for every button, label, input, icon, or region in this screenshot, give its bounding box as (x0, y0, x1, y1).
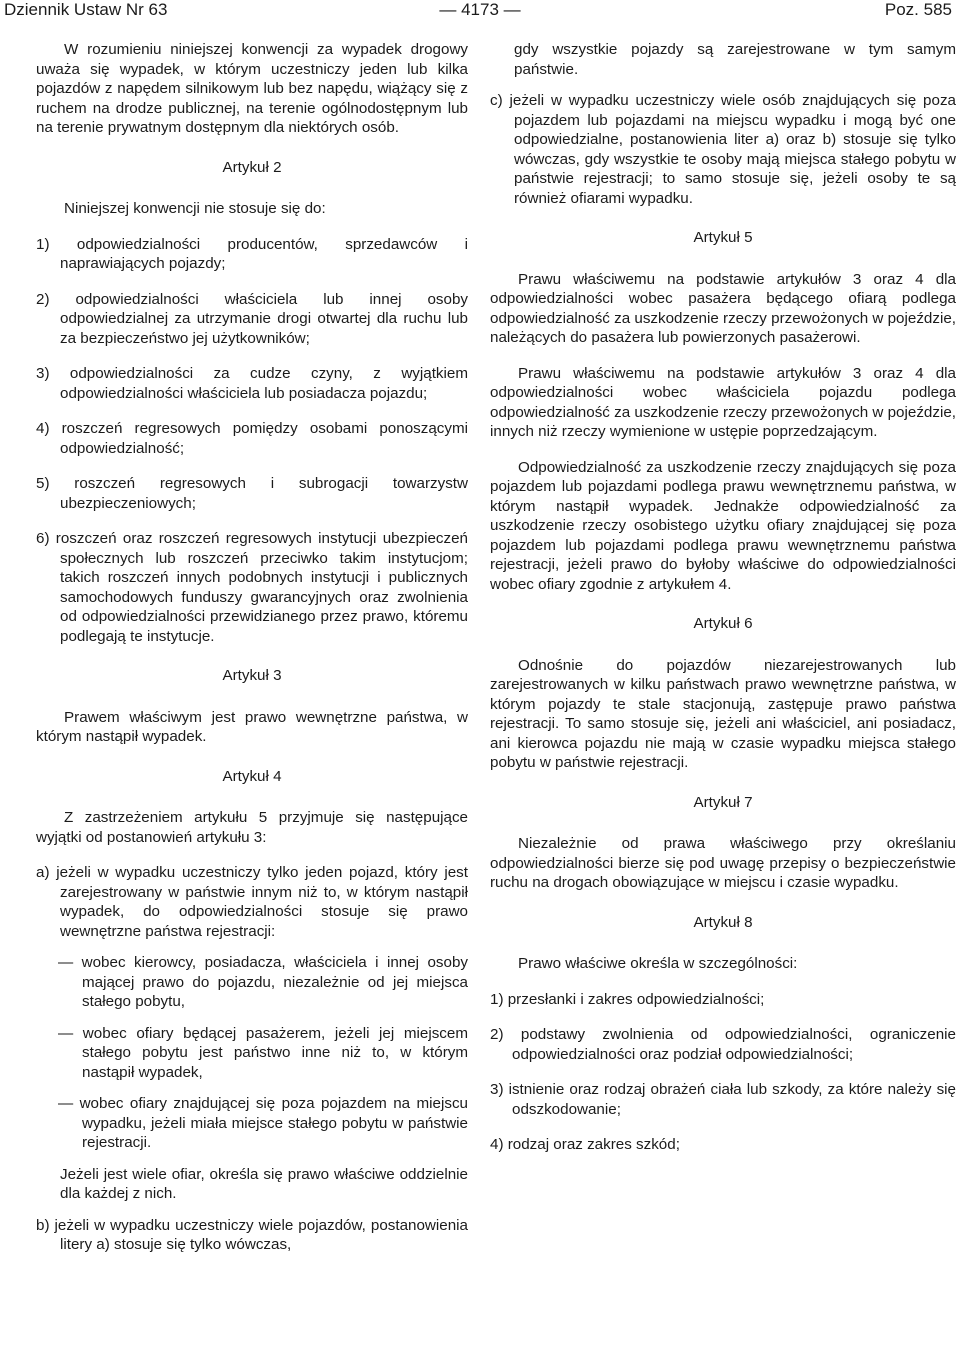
page-number: — 4173 — (439, 0, 521, 19)
list-item: 1) przesłanki i zakres odpowiedzialności; (490, 990, 765, 1008)
list-item: 4) rodzaj oraz zakres szkód; (490, 1136, 680, 1153)
position-number: Poz. 585 (884, 0, 952, 19)
article-3-text: Prawem właściwym jest prawo wewnętrzne państwa, w którym nastąpił wypadek. (36, 708, 468, 745)
list-item: 4) roszczeń regresowych pomiędzy osobami ponoszącymi odpowiedzialność; (36, 420, 468, 457)
intro-paragraph: W rozumieniu niniejszej konwencji za wypadek drogowy uważa się wypadek, w którym uczestniczy jeden lub kilka pojazdów z napędem silnikowym lub bez napędu, wiążący się z ruchem na drodze publicznej, na terenie ogólnodostępnym lub na terenie prywatnym dostępnym dla niektórych osób. (36, 41, 468, 136)
article-4-intro: Z zastrzeżeniem artykułu 5 przyjmuje się następujące wyjątki od postanowień artykułu 3: (36, 809, 468, 846)
page-header (0, 0, 960, 28)
article-5-heading: Artykuł 5 (693, 229, 753, 246)
article-4-point-a-tail: Jeżeli jest wiele ofiar, określa się prawo właściwe oddzielnie dla każdej z nich. (60, 1165, 468, 1202)
right-column (490, 40, 956, 1167)
list-item: 2) podstawy zwolnienia od odpowiedzialności, ograniczenie odpowiedzialności oraz podział odpowiedzialności; (490, 1026, 956, 1063)
article-7-text: Niezależnie od prawa właściwego przy określaniu odpowiedzialności bierze się pod uwagę przepisy o bezpieczeństwie ruchu na drogach obowiązujące w miejscu i czasie wypadku. (490, 835, 956, 891)
article-2-heading: Artykuł 2 (222, 158, 282, 176)
article-2-intro: Niniejszej konwencji nie stosuje się do: (64, 200, 326, 217)
list-item: 2) odpowiedzialności właściciela lub innej osoby odpowiedzialnej za utrzymanie drogi otwartej dla ruchu lub za bezpieczeństwo jej użytkowników; (36, 290, 468, 347)
article-4-point-b: b) jeżeli w wypadku uczestniczy wiele pojazdów, postanowienia litery a) stosuje się tylko wówczas, (36, 1216, 468, 1253)
left-column (36, 40, 468, 1267)
article-8-heading: Artykuł 8 (693, 913, 753, 931)
article-8-intro: Prawo właściwe określa w szczególności: (518, 955, 798, 972)
list-item: 6) roszczeń oraz roszczeń regresowych instytucji ubezpieczeń społecznych lub roszczeń przeciwko takim instytucjom; takich roszczeń innych podobnych instytucji i publicznych samochodowych funduszy gwarancyjnych oraz zwolnienia od odpowiedzialności przewidzianego przez prawo, któremu podlegają te instytucje. (36, 530, 468, 645)
article-5-paragraph-3: Odpowiedzialność za uszkodzenie rzeczy znajdujących się poza pojazdem lub pojazdami podlega prawu wewnętrznemu państwa, w którym nastąpił wypadek. Jednakże odpowiedzialność za uszkodzenie rzeczy osobistego użytku ofiary znajdującej się poza pojazdem lub pojazdami podlega prawu wewnętrznemu państwa rejestracji, jeżeli prawo do byłoby właściwe do odpowiedzialności wobec ofiary zgodnie z artykułem 4. (490, 458, 956, 593)
article-5-paragraph-1: Prawu właściwemu na podstawie artykułów 3 oraz 4 dla odpowiedzialności wobec pasażera będącego ofiarą podlega odpowiedzialność za uszkodzenie rzeczy przewożonych w pojeździe, należących do pasażera lub powierzonych pasażerowi. (490, 270, 956, 346)
article-4-point-a: a) jeżeli w wypadku uczestniczy tylko jeden pojazd, który jest zarejestrowany w państwie innym niż to, w którym nastąpił wypadek, do odpowiedzialności stosuje się prawo wewnętrzne państwa rejestracji: (36, 864, 468, 940)
list-item: 1) odpowiedzialności producentów, sprzedawców i naprawiających pojazdy; (36, 235, 468, 272)
article-6-text: Odnośnie do pojazdów niezarejestrowanych lub zarejestrowanych w kilku państwach prawo wewnętrzne państwa, w którym pojazdy te stale stacjonują, zastępuje prawo państwa rejestracji. To samo stosuje się, jeżeli ani właściciel, ani posiadacz, ani kierowca pojazdu nie mają w czasie wypadku miejsca stałego pobytu w państwie rejestracji. (490, 656, 956, 771)
article-3-heading: Artykuł 3 (222, 667, 282, 684)
list-item: 3) odpowiedzialności za cudze czyny, z wyjątkiem odpowiedzialności właściciela lub posiadacza pojazdu; (36, 365, 468, 402)
article-5-paragraph-2: Prawu właściwemu na podstawie artykułów 3 oraz 4 dla odpowiedzialności wobec właściciela pojazdu podlega odpowiedzialność za uszkodzenie rzeczy przewożonych w pojeździe, innych niż rzeczy wymienione w ustępie poprzedzającym. (490, 364, 956, 440)
article-6-heading: Artykuł 6 (693, 615, 753, 632)
journal-title: Dziennik Ustaw Nr 63 (4, 0, 168, 19)
article-4-point-b-continued: gdy wszystkie pojazdy są zarejestrowane w tym samym państwie. (514, 41, 956, 78)
list-item: — wobec kierowcy, posiadacza, właściciela i innej osoby mającej prawo do pojazdu, niezależnie od jej miejsca stałego pobytu, (58, 954, 468, 1010)
article-4-heading: Artykuł 4 (222, 767, 282, 785)
list-item: 5) roszczeń regresowych i subrogacji towarzystw ubezpieczeniowych; (36, 475, 468, 512)
list-item: 3) istnienie oraz rodzaj obrażeń ciała lub szkody, za które należy się odszkodowanie; (490, 1081, 956, 1118)
article-7-heading: Artykuł 7 (693, 793, 753, 811)
list-item: — wobec ofiary będącej pasażerem, jeżeli jej miejscem stałego pobytu jest państwo inne niż to, w którym nastąpił wypadek, (58, 1024, 468, 1081)
list-item: — wobec ofiary znajdującej się poza pojazdem na miejscu wypadku, jeżeli miała miejsce stałego pobytu w państwie rejestracji. (58, 1095, 468, 1151)
article-4-point-c: c) jeżeli w wypadku uczestniczy wiele osób znajdujących się poza pojazdem lub pojazdami na miejscu wypadku i mogą być one odpowiedzialne, postanowienia liter a) oraz b) stosuje się tylko wówczas, gdy wszystkie te osoby mają miejsca stałego pobytu w państwie rejestracji; to samo stosuje się, jeżeli osoby te są również ofiarami wypadku. (490, 92, 956, 207)
